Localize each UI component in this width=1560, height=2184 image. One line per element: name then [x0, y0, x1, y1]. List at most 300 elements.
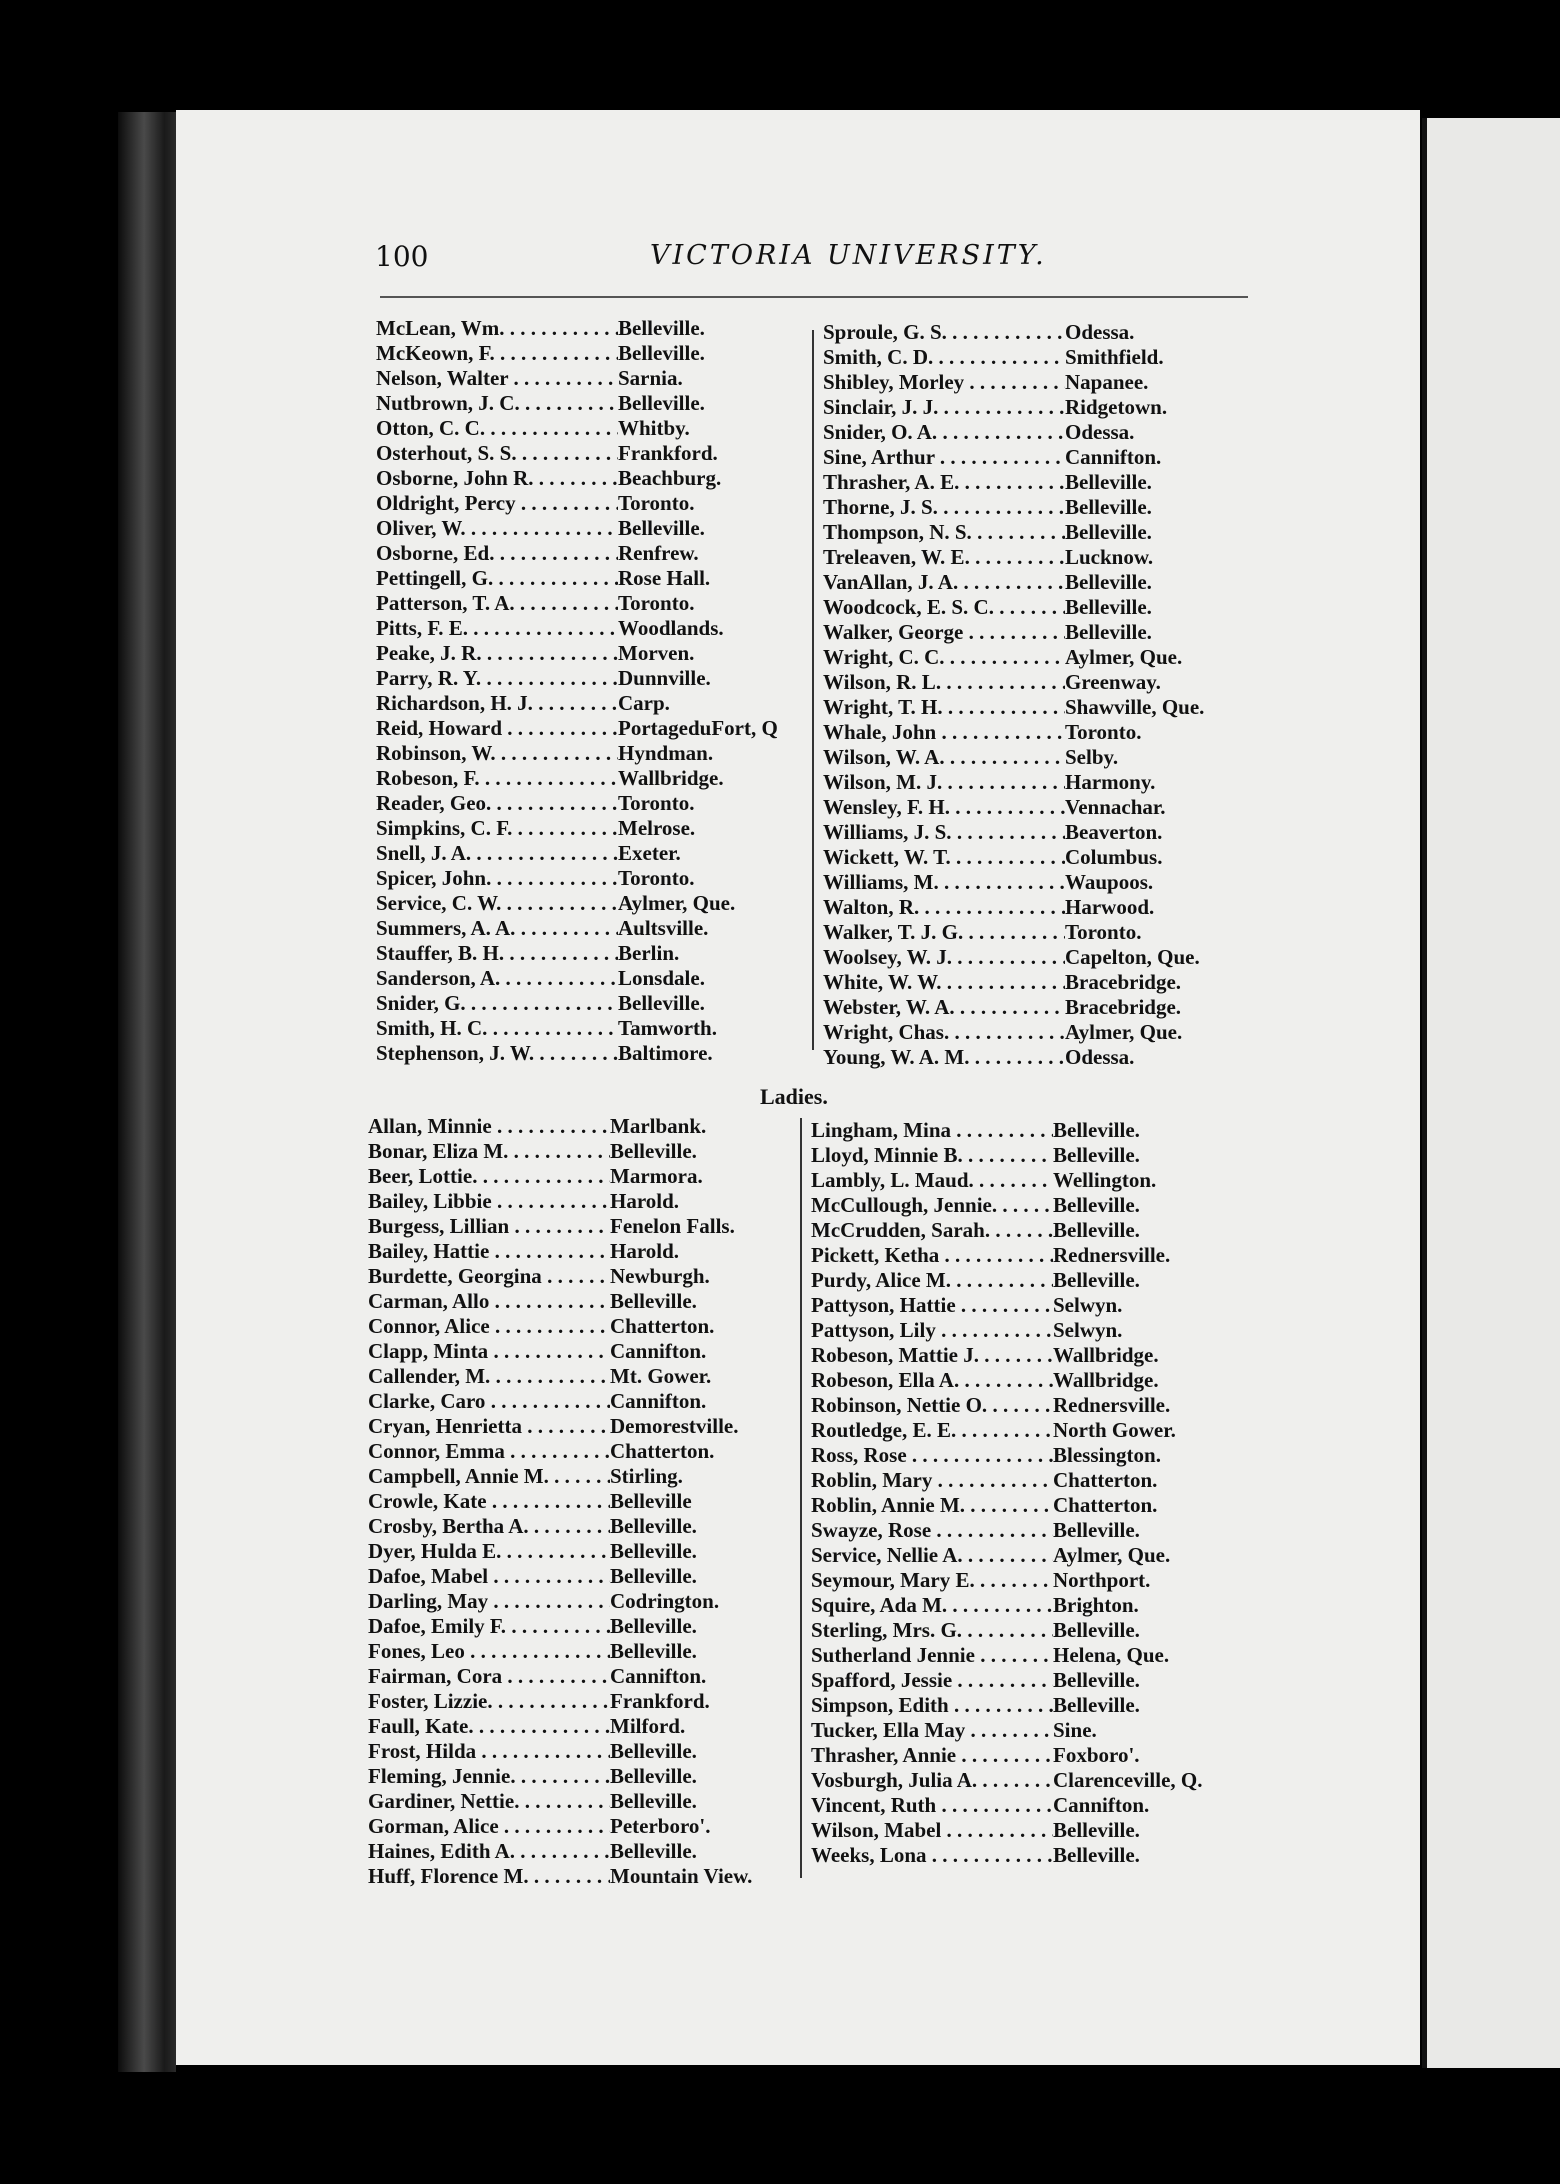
entry-name: Thorne, J. S. . . .	[823, 495, 1065, 520]
entry-place: Belleville.	[610, 1289, 697, 1313]
directory-entry	[823, 895, 1204, 920]
directory-entry	[811, 1443, 1203, 1468]
directory-entry	[368, 1789, 752, 1814]
entry-place: Exeter.	[618, 841, 681, 865]
directory-entry	[811, 1668, 1203, 1693]
entry-place: Columbus.	[1065, 845, 1163, 869]
entry-place: Belleville.	[610, 1139, 697, 1163]
entry-place: Wallbridge.	[1053, 1368, 1159, 1392]
entry-name: Williams, M. . . .	[823, 870, 1065, 895]
entry-name: Connor, Emma . . .	[368, 1439, 610, 1464]
entry-place: Belleville.	[610, 1739, 697, 1763]
entry-name: Crowle, Kate . . .	[368, 1489, 610, 1514]
entry-place: Frankford.	[610, 1689, 710, 1713]
directory-entry	[811, 1468, 1203, 1493]
directory-entry	[823, 870, 1204, 895]
directory-entry	[368, 1389, 752, 1414]
directory-entry	[811, 1518, 1203, 1543]
directory-entry	[823, 845, 1204, 870]
entry-name: McKeown, F. . . .	[376, 341, 618, 366]
directory-entry	[823, 420, 1204, 445]
entry-place: Belleville.	[1053, 1618, 1140, 1642]
directory-entry	[811, 1143, 1203, 1168]
ladies-list-left	[368, 1114, 752, 1889]
entry-name: Reid, Howard . . .	[376, 716, 618, 741]
entry-name: Lloyd, Minnie B. . . .	[811, 1143, 1053, 1168]
directory-entry	[376, 616, 778, 641]
entry-place: Belleville.	[610, 1789, 697, 1813]
entry-place: Chatterton.	[610, 1314, 715, 1338]
entry-place: Aylmer, Que.	[1065, 1020, 1183, 1044]
entry-name: Woolsey, W. J. . . .	[823, 945, 1065, 970]
entry-place: Beachburg.	[618, 466, 722, 490]
entry-place: Wallbridge.	[618, 766, 724, 790]
entry-name: Robeson, Ella A. . . .	[811, 1368, 1053, 1393]
entry-name: McCrudden, Sarah. . . .	[811, 1218, 1053, 1243]
running-title: VICTORIA UNIVERSITY.	[650, 240, 1047, 271]
entry-name: Young, W. A. M. . . .	[823, 1045, 1065, 1070]
directory-entry	[368, 1714, 752, 1739]
entry-place: Belleville.	[1053, 1693, 1140, 1717]
entry-place: Belleville.	[610, 1539, 697, 1563]
entry-name: Thrasher, A. E. . . .	[823, 470, 1065, 495]
entry-place: Newburgh.	[610, 1264, 710, 1288]
entry-name: Connor, Alice . . .	[368, 1314, 610, 1339]
entry-name: Williams, J. S. . . .	[823, 820, 1065, 845]
directory-entry	[368, 1664, 752, 1689]
entry-place: Codrington.	[610, 1589, 720, 1613]
men-column-divider	[812, 330, 814, 1050]
entry-name: White, W. W. . . .	[823, 970, 1065, 995]
directory-entry	[823, 395, 1204, 420]
entry-place: Belleville.	[1065, 520, 1152, 544]
ladies-column-divider	[800, 1118, 802, 1878]
directory-entry	[376, 391, 778, 416]
entry-place: Demorestville.	[610, 1414, 739, 1438]
entry-place: Chatterton.	[1053, 1468, 1158, 1492]
entry-name: Robeson, F. . . .	[376, 766, 618, 791]
directory-entry	[376, 641, 778, 666]
entry-place: Belleville.	[1053, 1118, 1140, 1142]
directory-entry	[368, 1639, 752, 1664]
entry-name: Wilson, Mabel . . .	[811, 1818, 1053, 1843]
entry-name: Woodcock, E. S. C. . . .	[823, 595, 1065, 620]
directory-entry	[368, 1589, 752, 1614]
entry-name: Snider, G. . . .	[376, 991, 618, 1016]
entry-name: Whale, John . . .	[823, 720, 1065, 745]
directory-entry	[376, 441, 778, 466]
entry-place: Bracebridge.	[1065, 995, 1182, 1019]
entry-name: Snell, J. A. . . .	[376, 841, 618, 866]
directory-entry	[811, 1643, 1203, 1668]
directory-entry	[376, 516, 778, 541]
entry-name: Nelson, Walter . . .	[376, 366, 618, 391]
entry-name: Bailey, Hattie . . .	[368, 1239, 610, 1264]
entry-name: Campbell, Annie M. . . .	[368, 1464, 610, 1489]
entry-name: McCullough, Jennie. . . .	[811, 1193, 1053, 1218]
directory-entry	[811, 1118, 1203, 1143]
entry-name: Sutherland Jennie . . .	[811, 1643, 1053, 1668]
directory-entry	[823, 820, 1204, 845]
entry-name: Service, C. W. . . .	[376, 891, 618, 916]
entry-place: Sine.	[1053, 1718, 1097, 1742]
entry-name: Seymour, Mary E. . . .	[811, 1568, 1053, 1593]
directory-entry	[368, 1264, 752, 1289]
entry-name: Simpson, Edith . . .	[811, 1693, 1053, 1718]
directory-entry	[823, 670, 1204, 695]
entry-place: Aylmer, Que.	[1053, 1543, 1171, 1567]
entry-place: Northport.	[1053, 1568, 1151, 1592]
directory-entry	[823, 370, 1204, 395]
directory-entry	[811, 1568, 1203, 1593]
directory-entry	[376, 891, 778, 916]
entry-place: Selby.	[1065, 745, 1119, 769]
entry-place: Belleville.	[1065, 570, 1152, 594]
entry-place: Stirling.	[610, 1464, 683, 1488]
entry-place: Vennachar.	[1065, 795, 1166, 819]
directory-entry	[376, 666, 778, 691]
entry-place: Cannifton.	[610, 1389, 707, 1413]
entry-name: Crosby, Bertha A. . . .	[368, 1514, 610, 1539]
directory-entry	[811, 1368, 1203, 1393]
directory-entry	[823, 795, 1204, 820]
entry-name: Burdette, Georgina . . .	[368, 1264, 610, 1289]
entry-name: Wilson, M. J. . . .	[823, 770, 1065, 795]
entry-place: Rednersville.	[1053, 1393, 1171, 1417]
directory-entry	[823, 995, 1204, 1020]
directory-entry	[376, 691, 778, 716]
entry-name: Bonar, Eliza M. . . .	[368, 1139, 610, 1164]
entry-place: Carp.	[618, 691, 670, 715]
entry-name: Foster, Lizzie. . . .	[368, 1689, 610, 1714]
entry-place: Belleville.	[1053, 1268, 1140, 1292]
entry-name: Wright, C. C. . . .	[823, 645, 1065, 670]
entry-name: Faull, Kate. . . .	[368, 1714, 610, 1739]
entry-name: Otton, C. C. . . .	[376, 416, 618, 441]
directory-entry	[823, 520, 1204, 545]
entry-place: Beaverton.	[1065, 820, 1163, 844]
entry-place: Wellington.	[1053, 1168, 1157, 1192]
directory-entry	[368, 1514, 752, 1539]
entry-place: Toronto.	[1065, 920, 1142, 944]
page-header	[375, 232, 1245, 276]
directory-entry	[376, 541, 778, 566]
entry-name: Gorman, Alice . . .	[368, 1814, 610, 1839]
entry-name: Osterhout, S. S. . . .	[376, 441, 618, 466]
entry-name: Swayze, Rose . . .	[811, 1518, 1053, 1543]
entry-place: Hyndman.	[618, 741, 714, 765]
entry-place: Chatterton.	[610, 1439, 715, 1463]
entry-name: Darling, May . . .	[368, 1589, 610, 1614]
entry-name: Huff, Florence M. . . .	[368, 1864, 610, 1889]
entry-name: Wilson, R. L. . . .	[823, 670, 1065, 695]
entry-name: Routledge, E. E. . . .	[811, 1418, 1053, 1443]
entry-name: Sterling, Mrs. G. . . .	[811, 1618, 1053, 1643]
directory-entry	[368, 1614, 752, 1639]
directory-entry	[368, 1464, 752, 1489]
entry-place: Lonsdale.	[618, 966, 705, 990]
entry-name: Wensley, F. H. . . .	[823, 795, 1065, 820]
directory-entry	[823, 720, 1204, 745]
entry-place: Toronto.	[618, 591, 695, 615]
entry-place: Belleville	[610, 1489, 692, 1513]
directory-entry	[376, 991, 778, 1016]
entry-place: Marmora.	[610, 1164, 703, 1188]
directory-entry	[368, 1239, 752, 1264]
directory-entry	[823, 770, 1204, 795]
directory-entry	[811, 1318, 1203, 1343]
entry-name: Sine, Arthur . . .	[823, 445, 1065, 470]
entry-name: Sinclair, J. J. . . .	[823, 395, 1065, 420]
entry-place: Baltimore.	[618, 1041, 713, 1065]
entry-name: Wright, T. H. . . .	[823, 695, 1065, 720]
entry-place: Belleville.	[1053, 1143, 1140, 1167]
entry-place: PortageduFort, Q	[618, 716, 778, 740]
entry-place: Aylmer, Que.	[618, 891, 736, 915]
entry-place: Sarnia.	[618, 366, 683, 390]
entry-name: Pettingell, G. . . .	[376, 566, 618, 591]
directory-entry	[368, 1414, 752, 1439]
entry-place: Helena, Que.	[1053, 1643, 1170, 1667]
entry-place: Chatterton.	[1053, 1493, 1158, 1517]
men-list-right	[823, 320, 1204, 1070]
directory-entry	[368, 1189, 752, 1214]
entry-name: Roblin, Mary . . .	[811, 1468, 1053, 1493]
entry-name: Oldright, Percy . . .	[376, 491, 618, 516]
directory-entry	[811, 1243, 1203, 1268]
directory-entry	[376, 1041, 778, 1066]
entry-name: Pattyson, Lily . . .	[811, 1318, 1053, 1343]
entry-place: Fenelon Falls.	[610, 1214, 735, 1238]
entry-place: Belleville.	[1053, 1218, 1140, 1242]
entry-place: Belleville.	[1065, 470, 1152, 494]
entry-name: Shibley, Morley . . .	[823, 370, 1065, 395]
entry-name: Smith, C. D. . . .	[823, 345, 1065, 370]
page-number: 100	[375, 240, 429, 273]
entry-name: Carman, Allo . . .	[368, 1289, 610, 1314]
entry-place: Belleville.	[610, 1839, 697, 1863]
directory-entry	[811, 1593, 1203, 1618]
entry-place: Belleville.	[618, 991, 705, 1015]
entry-name: Nutbrown, J. C. . . .	[376, 391, 618, 416]
entry-name: Dyer, Hulda E. . . .	[368, 1539, 610, 1564]
entry-place: Belleville.	[1065, 595, 1152, 619]
entry-name: Clarke, Caro . . .	[368, 1389, 610, 1414]
directory-entry	[368, 1539, 752, 1564]
entry-name: Dafoe, Mabel . . .	[368, 1564, 610, 1589]
entry-place: Rose Hall.	[618, 566, 711, 590]
entry-place: Whitby.	[618, 416, 690, 440]
entry-name: Peake, J. R. . . .	[376, 641, 618, 666]
entry-name: Callender, M. . . .	[368, 1364, 610, 1389]
directory-entry	[376, 766, 778, 791]
entry-place: Cannifton.	[1053, 1793, 1150, 1817]
directory-entry	[811, 1343, 1203, 1368]
entry-place: Belleville.	[610, 1514, 697, 1538]
book-spine	[118, 112, 176, 2072]
entry-place: Odessa.	[1065, 320, 1135, 344]
entry-name: Robinson, Nettie O. . . .	[811, 1393, 1053, 1418]
directory-entry	[823, 545, 1204, 570]
entry-name: Pitts, F. E. . . .	[376, 616, 618, 641]
directory-entry	[376, 591, 778, 616]
entry-place: Berlin.	[618, 941, 680, 965]
entry-place: Harmony.	[1065, 770, 1156, 794]
entry-place: Foxboro'.	[1053, 1743, 1140, 1767]
entry-place: Lucknow.	[1065, 545, 1154, 569]
entry-place: Melrose.	[618, 816, 696, 840]
directory-entry	[823, 570, 1204, 595]
directory-entry	[811, 1393, 1203, 1418]
entry-name: Beer, Lottie. . . .	[368, 1164, 610, 1189]
entry-place: Belleville.	[618, 316, 705, 340]
directory-entry	[823, 345, 1204, 370]
entry-name: Haines, Edith A. . . .	[368, 1839, 610, 1864]
entry-place: Belleville.	[610, 1764, 697, 1788]
directory-entry	[376, 716, 778, 741]
entry-place: Cannifton.	[610, 1339, 707, 1363]
entry-place: Toronto.	[618, 866, 695, 890]
directory-entry	[368, 1114, 752, 1139]
directory-entry	[368, 1214, 752, 1239]
entry-name: Robinson, W. . . .	[376, 741, 618, 766]
entry-place: Woodlands.	[618, 616, 724, 640]
entry-name: Lambly, L. Maud. . . .	[811, 1168, 1053, 1193]
entry-place: Capelton, Que.	[1065, 945, 1200, 969]
directory-entry	[376, 366, 778, 391]
entry-place: Renfrew.	[618, 541, 699, 565]
directory-entry	[368, 1564, 752, 1589]
directory-entry	[823, 745, 1204, 770]
entry-name: Tucker, Ella May . . .	[811, 1718, 1053, 1743]
directory-entry	[376, 566, 778, 591]
directory-entry	[376, 866, 778, 891]
entry-place: Belleville.	[618, 391, 705, 415]
entry-place: Belleville.	[618, 516, 705, 540]
entry-name: Bailey, Libbie . . .	[368, 1189, 610, 1214]
entry-place: Odessa.	[1065, 420, 1135, 444]
entry-place: Cannifton.	[610, 1664, 707, 1688]
header-rule	[380, 296, 1248, 298]
entry-place: Toronto.	[618, 791, 695, 815]
entry-name: Smith, H. C. . . .	[376, 1016, 618, 1041]
directory-entry	[811, 1618, 1203, 1643]
entry-name: Clapp, Minta . . .	[368, 1339, 610, 1364]
directory-entry	[368, 1339, 752, 1364]
entry-place: Morven.	[618, 641, 695, 665]
directory-entry	[811, 1218, 1203, 1243]
entry-place: Odessa.	[1065, 1045, 1135, 1069]
entry-place: Rednersville.	[1053, 1243, 1171, 1267]
entry-name: Fairman, Cora . . .	[368, 1664, 610, 1689]
entry-name: Webster, W. A. . . .	[823, 995, 1065, 1020]
directory-entry	[811, 1193, 1203, 1218]
directory-entry	[823, 320, 1204, 345]
directory-entry	[376, 841, 778, 866]
directory-entry	[376, 941, 778, 966]
entry-place: Bracebridge.	[1065, 970, 1182, 994]
directory-entry	[368, 1739, 752, 1764]
entry-place: Selwyn.	[1053, 1293, 1123, 1317]
entry-place: Wallbridge.	[1053, 1343, 1159, 1367]
entry-place: Mt. Gower.	[610, 1364, 712, 1388]
entry-place: Selwyn.	[1053, 1318, 1123, 1342]
entry-place: Ridgetown.	[1065, 395, 1168, 419]
entry-name: Purdy, Alice M. . . .	[811, 1268, 1053, 1293]
men-list-left	[376, 316, 778, 1066]
entry-name: Vosburgh, Julia A. . . .	[811, 1768, 1053, 1793]
entry-place: Shawville, Que.	[1065, 695, 1205, 719]
directory-entry	[823, 645, 1204, 670]
directory-entry	[823, 1020, 1204, 1045]
entry-place: Peterboro'.	[610, 1814, 711, 1838]
entry-name: Spafford, Jessie . . .	[811, 1668, 1053, 1693]
entry-name: Pattyson, Hattie . . .	[811, 1293, 1053, 1318]
entry-name: Burgess, Lillian . . .	[368, 1214, 610, 1239]
directory-entry	[376, 816, 778, 841]
directory-entry	[376, 1016, 778, 1041]
entry-name: Walton, R. . . .	[823, 895, 1065, 920]
directory-entry	[823, 595, 1204, 620]
entry-place: Mountain View.	[610, 1864, 753, 1888]
entry-place: Waupoos.	[1065, 870, 1154, 894]
entry-place: Harold.	[610, 1189, 680, 1213]
directory-entry	[376, 966, 778, 991]
entry-name: Parry, R. Y. . . .	[376, 666, 618, 691]
directory-entry	[368, 1864, 752, 1889]
entry-place: Toronto.	[618, 491, 695, 515]
entry-name: Wright, Chas. . . .	[823, 1020, 1065, 1045]
directory-entry	[376, 916, 778, 941]
entry-place: Belleville.	[610, 1614, 697, 1638]
entry-name: Reader, Geo. . . .	[376, 791, 618, 816]
entry-name: Stauffer, B. H. . . .	[376, 941, 618, 966]
entry-place: Clarenceville, Q.	[1053, 1768, 1203, 1792]
entry-place: Harold.	[610, 1239, 680, 1263]
entry-name: Fones, Leo . . .	[368, 1639, 610, 1664]
directory-entry	[811, 1768, 1203, 1793]
entry-place: Milford.	[610, 1714, 686, 1738]
entry-name: Vincent, Ruth . . .	[811, 1793, 1053, 1818]
entry-name: Osborne, Ed. . . .	[376, 541, 618, 566]
entry-name: Stephenson, J. W. . . .	[376, 1041, 618, 1066]
entry-place: Belleville.	[1053, 1518, 1140, 1542]
entry-name: Lingham, Mina . . .	[811, 1118, 1053, 1143]
directory-entry	[376, 316, 778, 341]
entry-place: Marlbank.	[610, 1114, 707, 1138]
entry-place: Dunnville.	[618, 666, 711, 690]
entry-name: Summers, A. A. . . .	[376, 916, 618, 941]
directory-entry	[811, 1293, 1203, 1318]
entry-name: Gardiner, Nettie. . . .	[368, 1789, 610, 1814]
entry-place: Blessington.	[1053, 1443, 1161, 1467]
directory-entry	[368, 1289, 752, 1314]
entry-name: Service, Nellie A. . . .	[811, 1543, 1053, 1568]
entry-name: Simpkins, C. F. . . .	[376, 816, 618, 841]
directory-entry	[811, 1493, 1203, 1518]
ladies-heading: Ladies.	[760, 1084, 828, 1109]
directory-entry	[368, 1689, 752, 1714]
directory-entry	[811, 1843, 1203, 1868]
directory-entry	[811, 1418, 1203, 1443]
directory-entry	[811, 1743, 1203, 1768]
entry-name: Spicer, John. . . .	[376, 866, 618, 891]
directory-entry	[368, 1314, 752, 1339]
entry-place: Aylmer, Que.	[1065, 645, 1183, 669]
directory-entry	[811, 1693, 1203, 1718]
entry-name: Walker, T. J. G. . . .	[823, 920, 1065, 945]
entry-place: Belleville.	[1065, 495, 1152, 519]
